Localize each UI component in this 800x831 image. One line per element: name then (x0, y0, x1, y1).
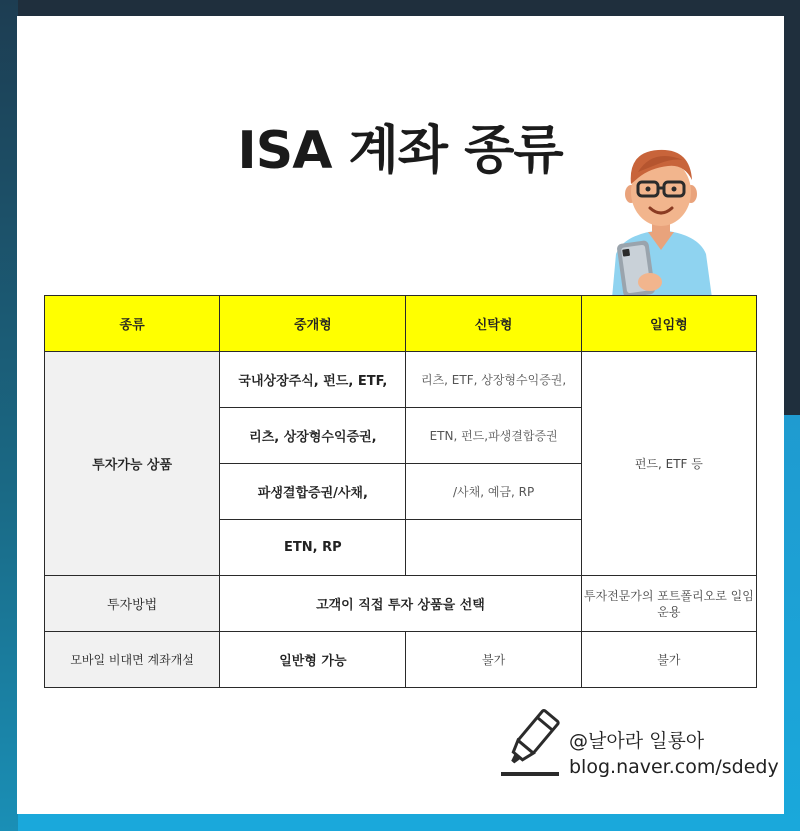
method-direct: 고객이 직접 투자 상품을 선택 (220, 576, 581, 632)
header-discretionary: 일임형 (581, 296, 756, 352)
header-trust: 신탁형 (406, 296, 581, 352)
character-illustration (598, 142, 724, 298)
header-type: 종류 (45, 296, 220, 352)
trust-product-1: 리츠, ETF, 상장형수익증권, (406, 352, 581, 408)
watermark-name: @날아라 일룡아 (569, 730, 705, 752)
brokerage-product-4: ETN, RP (220, 520, 406, 576)
method-discretionary: 투자전문가의 포트폴리오로 일임운용 (581, 576, 756, 632)
mobile-discretionary: 불가 (581, 632, 756, 688)
brokerage-product-2: 리츠, 상장형수익증권, (220, 408, 406, 464)
blog-watermark (497, 706, 779, 782)
mobile-brokerage: 일반형 가능 (220, 632, 406, 688)
brokerage-product-3: 파생결합증권/사채, (220, 464, 406, 520)
watermark-url: blog.naver.com/sdedy (569, 756, 779, 778)
trust-product-3: /사채, 예금, RP (406, 464, 581, 520)
discretionary-products: 펀드, ETF 등 (581, 352, 756, 576)
table-row (45, 632, 757, 688)
brokerage-product-1: 국내상장주식, 펀드, ETF, (220, 352, 406, 408)
trust-product-4 (406, 520, 581, 576)
row-label-products: 투자가능 상품 (45, 352, 220, 576)
row-label-method: 투자방법 (45, 576, 220, 632)
table-row (45, 352, 757, 408)
table-header-row (45, 296, 757, 352)
highlighter-pen-icon (497, 706, 563, 782)
table-row (45, 576, 757, 632)
isa-comparison-table (44, 295, 757, 688)
trust-product-2: ETN, 펀드,파생결합증권 (406, 408, 581, 464)
page-title: ISA 계좌 종류 (237, 121, 563, 181)
header-brokerage: 중개형 (220, 296, 406, 352)
mobile-trust: 불가 (406, 632, 581, 688)
row-label-mobile: 모바일 비대면 계좌개설 (45, 632, 220, 688)
